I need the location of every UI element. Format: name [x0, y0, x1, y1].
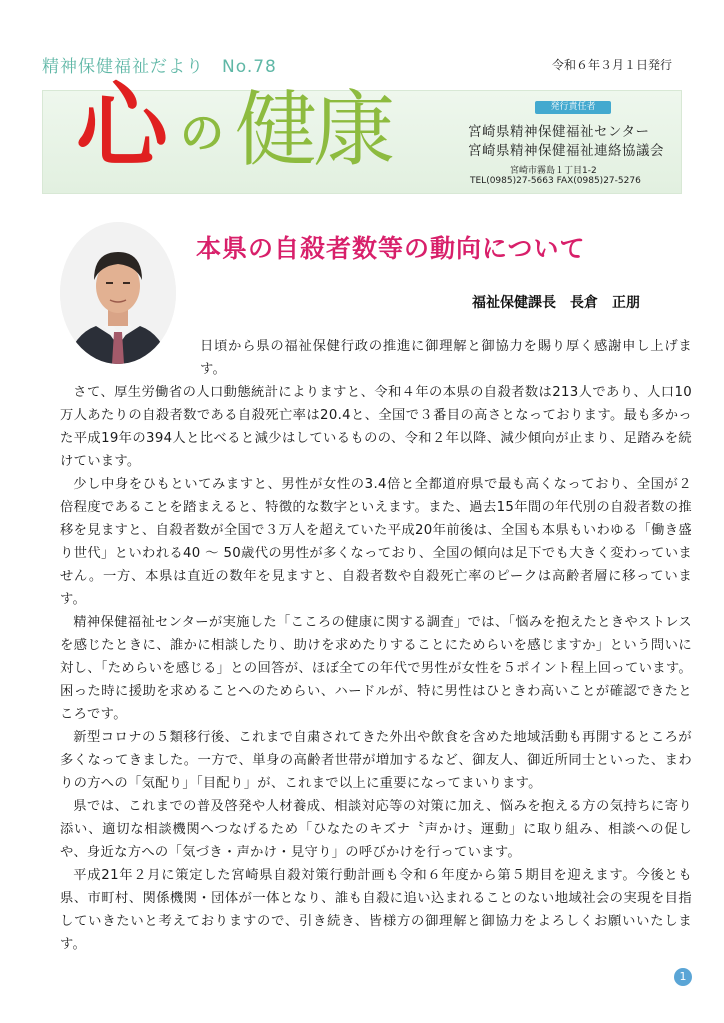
- publisher-address: 宮崎市霧島１丁目1-2: [510, 166, 597, 176]
- issue-date: 令和６年３月１日発行: [552, 58, 673, 72]
- article-lead-paragraph: 日頃から県の福祉保健行政の推進に御理解と御協力を賜り厚く感謝申し上げます。: [200, 339, 692, 377]
- article-title: 本県の自殺者数等の動向について: [196, 234, 586, 263]
- publisher-badge: 発行責任者: [535, 101, 611, 114]
- portrait-illustration: [60, 222, 176, 364]
- article-paragraph: さて、厚生労働省の人口動態統計によりますと、令和４年の本県の自殺者数は213人であり、人口10万人あたりの自殺者数である自殺死亡率は20.4と、全国で３番目の高さとなっております。最も多かった平成19年の394人と比べると減少はしているものの、令和２年以降、減少傾向が止まり、足踏みを続けています。: [60, 385, 692, 469]
- page-number-badge: 1: [674, 968, 692, 986]
- publisher-org-2: 宮崎県精神保健福祉連絡協議会: [468, 143, 664, 159]
- article-paragraph: 少し中身をひもといてみますと、男性が女性の3.4倍と全都道府県で最も高くなっており、全国が２倍程度であることを踏まえると、特徴的な数字といえます。また、過去15年間の年代別の自殺者数の推移を見ますと、自殺者数が全国で３万人を超えていた平成20年前後は、全国も本県もいわゆる「働き盛り世代」といわれる40 ～ 50歳代の男性が多くなっており、全国の傾向は足下でも大きく変わっていません。一方、本県は直近の数年を見ますと、自殺者数や自殺死亡率のピークは高齢者層に移っています。: [60, 477, 692, 607]
- article-author: 福祉保健課長 長倉 正朋: [472, 295, 640, 311]
- article-paragraph: 県では、これまでの普及啓発や人材養成、相談対応等の対策に加え、悩みを抱える方の気持ちに寄り添い、適切な相談機関へつなげるため「ひなたのキズナ〝声かけ〟運動」に取り組み、相談への促しや、身近な方への「気づき・声かけ・見守り」の呼びかけを行っています。: [60, 799, 692, 860]
- publisher-org-1: 宮崎県精神保健福祉センター: [468, 124, 650, 140]
- article-paragraph: 精神保健福祉センターが実施した「こころの健康に関する調査」では、「悩みを抱えたときやストレスを感じたときに、誰かに相談したり、助けを求めたりすることにためらいを感じますか」という問いに対し、「ためらいを感じる」との回答が、ほぼ全ての年代で男性が女性を５ポイント程上回っています。困った時に援助を求めることへのためらい、ハードルが、特に男性はひときわ高いことが確認できたところです。: [60, 615, 692, 722]
- article-body: [60, 381, 692, 956]
- masthead-title-no: の: [180, 108, 224, 159]
- newsletter-name: 精神保健福祉だより No.78: [42, 57, 277, 77]
- article-paragraph: 平成21年２月に策定した宮崎県自殺対策行動計画も令和６年度から第５期目を迎えます。今後とも県、市町村、関係機関・団体が一体となり、誰も自殺に追い込まれることのない地域社会の実現を目指していきたいと考えておりますので、引き続き、皆様方の御理解と御協力をよろしくお願いいたします。: [60, 868, 692, 952]
- author-portrait: [60, 222, 176, 364]
- masthead-title-kokoro: 心: [76, 72, 169, 180]
- publisher-telfax: TEL(0985)27-5663 FAX(0985)27-5276: [470, 176, 641, 186]
- article-paragraph: 新型コロナの５類移行後、これまで自粛されてきた外出や飲食を含めた地域活動も再開するところが多くなってきました。一方で、単身の高齢者世帯が増加するなど、御友人、御近所同士といった、まわりの方への「気配り」「目配り」が、これまで以上に重要になってまいります。: [60, 730, 692, 791]
- masthead-title-kenko: 健康: [235, 83, 392, 178]
